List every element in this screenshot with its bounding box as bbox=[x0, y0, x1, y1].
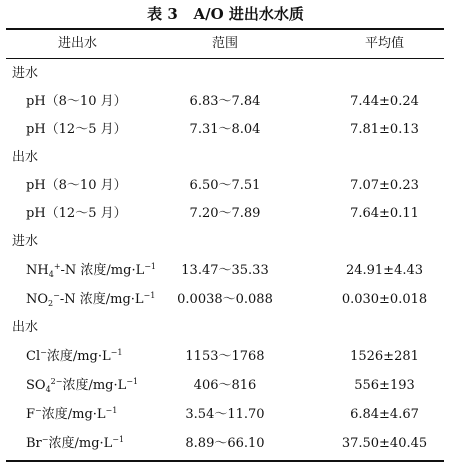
column-header-mean: 平均值 bbox=[364, 36, 404, 51]
row-range: 13.47～35.33 bbox=[181, 263, 269, 278]
row-name: $NH_4^+-N$ 浓度$/mg\cdot L^{-1}$ bbox=[26, 262, 157, 279]
row-range: 6.50～7.51 bbox=[189, 178, 261, 193]
group-label: 出水 bbox=[12, 150, 39, 165]
header-row bbox=[0, 32, 451, 56]
row-name: F−浓度$/mg\cdot L^{-1}$ bbox=[26, 406, 118, 422]
table-number: 表 3 bbox=[147, 5, 178, 23]
table-row bbox=[0, 403, 451, 427]
header-rule bbox=[6, 58, 444, 59]
group-label-row bbox=[0, 146, 451, 170]
row-mean: 6.84±4.67 bbox=[350, 407, 419, 422]
table-row bbox=[0, 202, 451, 226]
row-name: pH（12～5 月） bbox=[26, 122, 127, 137]
table-row bbox=[0, 288, 451, 312]
row-name: Cl−浓度$/mg\cdot L^{-1}$ bbox=[26, 348, 123, 364]
row-mean: 7.81±0.13 bbox=[350, 122, 419, 137]
group-label: 进水 bbox=[12, 234, 39, 249]
column-header-range: 范围 bbox=[211, 36, 238, 51]
row-mean: 556±193 bbox=[354, 378, 415, 393]
table-row bbox=[0, 259, 451, 283]
row-range: 1153～1768 bbox=[185, 349, 265, 364]
column-header-item: 进出水 bbox=[58, 36, 98, 51]
table-row bbox=[0, 374, 451, 398]
row-range: 7.20～7.89 bbox=[189, 206, 261, 221]
group-label-row bbox=[0, 62, 451, 86]
row-name: pH（8～10 月） bbox=[26, 178, 127, 193]
row-range: 8.89～66.10 bbox=[185, 436, 265, 451]
row-mean: 7.64±0.11 bbox=[350, 206, 419, 221]
row-name: $NO_2^--N$ 浓度$/mg\cdot L^{-1}$ bbox=[26, 291, 156, 308]
bottom-rule bbox=[6, 460, 444, 462]
table-row bbox=[0, 118, 451, 142]
table-row bbox=[0, 432, 451, 456]
group-label: 出水 bbox=[12, 320, 39, 335]
group-label-row bbox=[0, 316, 451, 340]
group-label-row bbox=[0, 230, 451, 254]
row-mean: 37.50±40.45 bbox=[341, 436, 428, 451]
row-range: 3.54～11.70 bbox=[185, 407, 265, 422]
row-range: 6.83～7.84 bbox=[189, 94, 261, 109]
top-rule bbox=[6, 28, 444, 30]
row-name: $SO_4^{2-}$浓度$/mg\cdot L^{-1}$ bbox=[26, 377, 139, 394]
table-row bbox=[0, 174, 451, 198]
row-mean: 7.44±0.24 bbox=[350, 94, 419, 109]
row-mean: 0.030±0.018 bbox=[341, 292, 428, 307]
row-name: Br−浓度$/mg\cdot L^{-1}$ bbox=[26, 435, 125, 451]
row-mean: 1526±281 bbox=[350, 349, 419, 364]
table-caption bbox=[0, 4, 451, 24]
table-row bbox=[0, 345, 451, 369]
group-label: 进水 bbox=[12, 66, 39, 81]
row-mean: 24.91±4.43 bbox=[345, 263, 424, 278]
row-range: 0.0038～0.088 bbox=[177, 292, 273, 307]
row-name: pH（8～10 月） bbox=[26, 94, 127, 109]
table-row bbox=[0, 90, 451, 114]
row-range: 7.31～8.04 bbox=[189, 122, 261, 137]
row-range: 406～816 bbox=[193, 378, 257, 393]
row-mean: 7.07±0.23 bbox=[350, 178, 419, 193]
row-name: pH（12～5 月） bbox=[26, 206, 127, 221]
table-title: A/O 进出水水质 bbox=[193, 5, 304, 23]
